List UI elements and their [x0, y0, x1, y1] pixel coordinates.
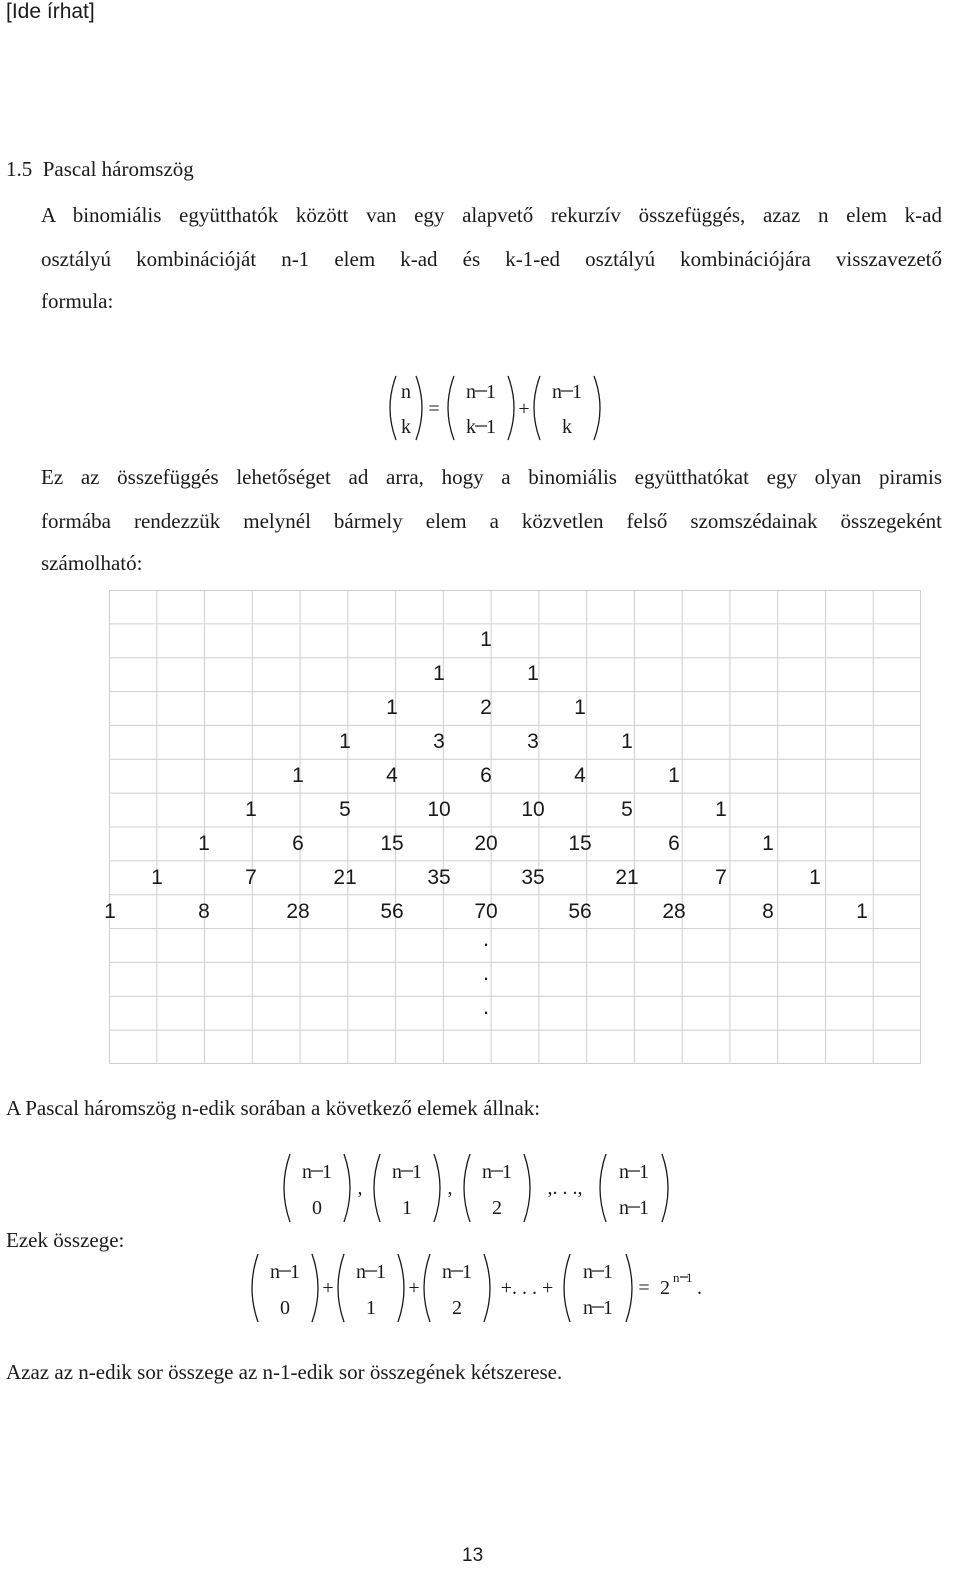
triangle-value: 1: [104, 900, 116, 923]
section-title: Pascal háromszög: [42, 157, 194, 181]
continuation-dot: .: [482, 994, 490, 1019]
triangle-value: 21: [333, 866, 357, 889]
plus-sign: +: [518, 398, 530, 420]
triangle-value: 1: [856, 900, 868, 923]
conclusion: Azaz az n-edik sor összege az n-1-edik sor összegének kétszerese.: [6, 1360, 563, 1384]
sum-plus-2: +: [408, 1277, 420, 1299]
triangle-value: 1: [762, 832, 774, 855]
para2-line-3: számolható:: [41, 551, 143, 575]
t2-bottom: k: [562, 416, 572, 438]
triangle-value: 28: [662, 900, 686, 923]
rt-sep-1: ,: [357, 1177, 363, 1199]
rt2-top: n 1: [392, 1161, 422, 1183]
rt1-bottom: 0: [312, 1197, 322, 1219]
st2-top: n 1: [356, 1261, 386, 1283]
rt3-top: n 1: [482, 1161, 512, 1183]
sum-plus-3: +. . . +: [500, 1277, 554, 1299]
equals-sign: =: [428, 398, 440, 420]
rt4-top: n 1: [619, 1161, 649, 1183]
st3-bottom: 2: [452, 1297, 462, 1319]
t1-top: n 1: [466, 381, 496, 403]
triangle-value: 10: [521, 798, 545, 821]
page-number: 13: [462, 1545, 484, 1566]
triangle-value: 3: [527, 730, 539, 753]
page-header: [Ide írhat]: [6, 0, 95, 23]
triangle-value: 15: [568, 832, 592, 855]
triangle-value: 6: [668, 832, 680, 855]
triangle-value: 1: [339, 730, 351, 753]
para2-line-1: Ez az összefüggés lehetőséget ad arra, hogy a binomiális együtthatókat egy olyan piramis: [41, 465, 942, 489]
triangle-value: 28: [286, 900, 310, 923]
row-sentence: A Pascal háromszög n-edik sorában a következő elemek állnak:: [6, 1096, 541, 1120]
para2-line-2: formába rendezzük melynél bármely elem a közvetlen felső szomszédainak összegeként: [41, 509, 942, 533]
intro-line-2: osztályú kombinációját n-1 elem k-ad és k-1-ed osztályú kombinációjára visszavezető: [41, 247, 942, 271]
rt1-top: n 1: [302, 1161, 332, 1183]
rt2-bottom: 1: [402, 1197, 412, 1219]
triangle-value: 35: [427, 866, 451, 889]
triangle-value: 1: [574, 696, 586, 719]
triangle-value: 1: [292, 764, 304, 787]
sum-period: .: [697, 1277, 702, 1299]
triangle-value: 1: [715, 798, 727, 821]
sum-label: Ezek összege:: [6, 1228, 125, 1252]
triangle-value: 1: [151, 866, 163, 889]
sum-exponent: n 1: [673, 1270, 693, 1285]
lhs-bottom: k: [401, 416, 411, 438]
triangle-value: 4: [574, 764, 586, 787]
st1-top: n 1: [270, 1261, 300, 1283]
triangle-value: 1: [527, 662, 539, 685]
triangle-value: 1: [809, 866, 821, 889]
sum-base: 2: [660, 1277, 670, 1299]
triangle-value: 7: [715, 866, 727, 889]
sum-formula: [244, 1250, 714, 1326]
triangle-value: 6: [292, 832, 304, 855]
sum-equals: =: [638, 1277, 650, 1299]
triangle-value: 1: [198, 832, 210, 855]
triangle-value: 7: [245, 866, 257, 889]
st4-bottom: n 1: [583, 1297, 613, 1319]
triangle-value: 70: [474, 900, 498, 923]
st4-top: n 1: [583, 1261, 613, 1283]
triangle-value: 1: [621, 730, 633, 753]
st3-top: n 1: [442, 1261, 472, 1283]
triangle-value: 4: [386, 764, 398, 787]
triangle-value: 5: [621, 798, 633, 821]
triangle-value: 21: [615, 866, 639, 889]
st2-bottom: 1: [366, 1297, 376, 1319]
rt-sep-2: ,: [447, 1177, 453, 1199]
rt3-bottom: 2: [492, 1197, 502, 1219]
intro-line-1: A binomiális együtthatók között van egy alapvető rekurzív összefüggés, azaz n elem k-ad: [41, 203, 942, 227]
continuation-dot: .: [482, 926, 490, 951]
row-terms-formula: [276, 1150, 676, 1226]
triangle-value: 1: [386, 696, 398, 719]
intro-line-3: formula:: [41, 289, 114, 313]
triangle-value: 8: [762, 900, 774, 923]
triangle-value: 8: [198, 900, 210, 923]
triangle-value: 1: [245, 798, 257, 821]
triangle-value: 35: [521, 866, 545, 889]
section-number: 1.5: [6, 157, 33, 181]
triangle-value: 56: [568, 900, 592, 923]
triangle-value: 20: [474, 832, 498, 855]
triangle-value: 2: [480, 696, 492, 719]
lhs-top: n: [401, 381, 411, 403]
t1-bottom: k 1: [466, 416, 496, 438]
triangle-value: 6: [480, 764, 492, 787]
sum-plus-1: +: [322, 1277, 334, 1299]
rt-sep-3: ,. . .,: [547, 1177, 583, 1199]
triangle-value: 10: [427, 798, 451, 821]
st1-bottom: 0: [280, 1297, 290, 1319]
triangle-value: 56: [380, 900, 404, 923]
triangle-value: 3: [433, 730, 445, 753]
triangle-value: 1: [668, 764, 680, 787]
triangle-value: 1: [480, 628, 492, 651]
triangle-value: 5: [339, 798, 351, 821]
t2-top: n 1: [552, 381, 582, 403]
continuation-dot: .: [482, 960, 490, 985]
rt4-bottom: n 1: [619, 1197, 649, 1219]
triangle-value: 15: [380, 832, 404, 855]
triangle-value: 1: [433, 662, 445, 685]
